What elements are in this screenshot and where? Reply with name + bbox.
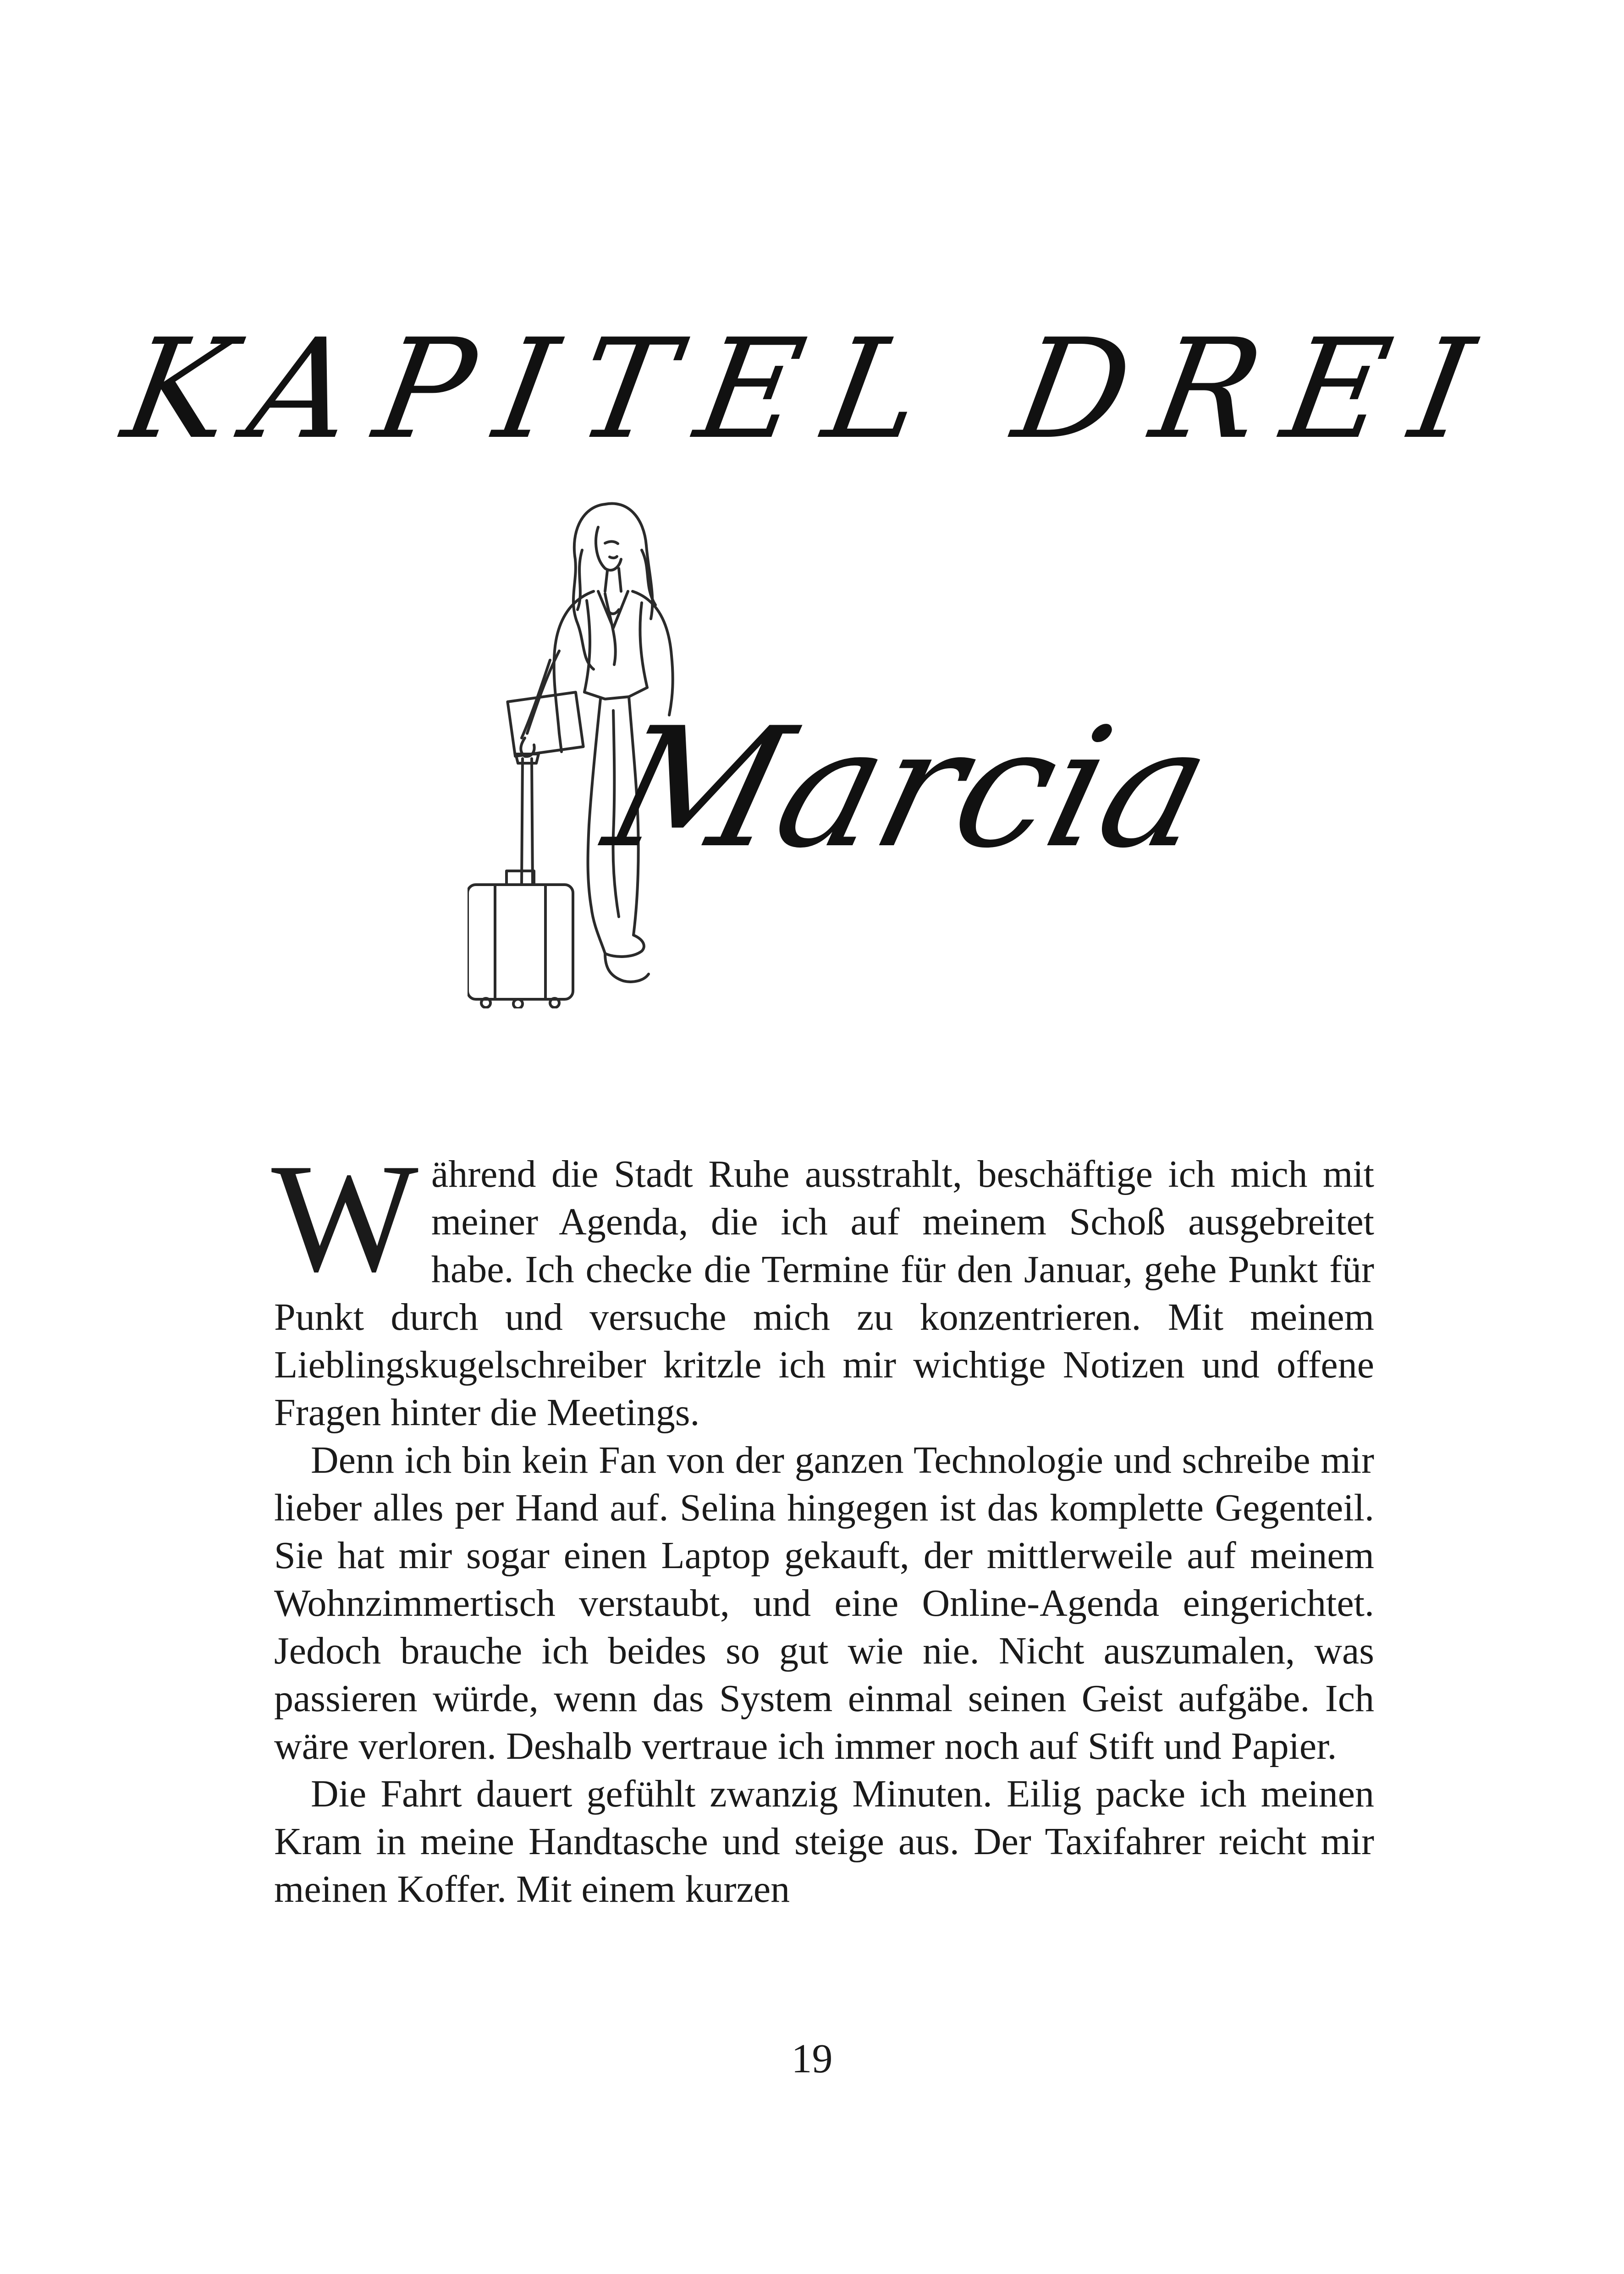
chapter-title: KAPITEL DREI [113, 309, 1511, 469]
chapter-body [271, 1131, 1374, 1913]
paragraph-text: ährend die Stadt Ruhe ausstrahlt, beschäftige ich mich mit meiner Agenda, die ich auf meinem Schoß ausgebreitet habe. Ich checke die Termine für den Januar, gehe Punkt für Punkt durch und versuche mich zu konzentrieren. Mit meinem Lieblingskugelschreiber kritzle ich mir wichtige Notizen und offene Fragen hinter die Meetings. [274, 1153, 1374, 1434]
character-name: Marcia [590, 692, 1228, 884]
drop-cap: W [271, 1131, 418, 1304]
paragraph: Denn ich bin kein Fan von der ganzen Technologie und schreibe mir lieber alles per Hand auf. Selina hingegen ist das komplette Gegenteil. Sie hat mir sogar einen Laptop gekauft, der mittlerweile auf meinem Wohnzimmertisch verstaubt, und eine Online-Agenda eingerichtet. Jedoch brauche ich beides so gut wie nie. Nicht auszumalen, was passieren würde, wenn das System einmal seinen Geist aufgäbe. Ich wäre verloren. Deshalb vertraue ich immer noch auf Stift und Papier. [274, 1439, 1374, 1767]
paragraph: Die Fahrt dauert gefühlt zwanzig Minuten. Eilig packe ich meinen Kram in meine Handtasche und steige aus. Der Taxifahrer reicht mir meinen Koffer. Mit einem kurzen [274, 1773, 1374, 1911]
paragraph [271, 1131, 1374, 1437]
page-number: 19 [791, 2036, 833, 2081]
